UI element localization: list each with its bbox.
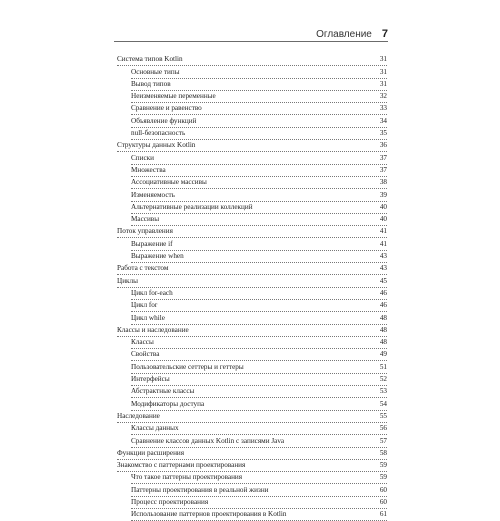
- toc-entry-title: Классы: [131, 338, 154, 347]
- toc-entry-title: Цикл while: [131, 313, 165, 322]
- toc-entry-page: 37: [379, 165, 387, 174]
- toc-subsection-entry: [131, 79, 387, 91]
- toc-subsection-entry: [131, 300, 387, 312]
- toc-entry-title: Списки: [131, 153, 155, 162]
- toc-entry-title: Выражение if: [131, 239, 173, 248]
- toc-entry-title: Вывод типов: [131, 79, 171, 88]
- toc-section-entry: [117, 140, 387, 152]
- toc-entry-page: 32: [379, 92, 387, 101]
- toc-entry-page: 33: [379, 104, 387, 113]
- toc-entry-page: 48: [379, 325, 387, 334]
- toc-entry-title: Классы данных: [131, 424, 179, 433]
- toc-section-entry: [117, 54, 387, 66]
- toc-entry-page: 43: [379, 264, 387, 273]
- toc-entry-page: 51: [379, 362, 387, 371]
- toc-subsection-entry: [131, 189, 387, 201]
- toc-entry-page: 60: [379, 485, 387, 494]
- toc-entry-title: Паттерны проектирования в реальной жизни: [131, 485, 269, 494]
- toc-subsection-entry: [131, 337, 387, 349]
- toc-entry-title: null-безопасность: [131, 129, 186, 138]
- toc-subsection-entry: [131, 361, 387, 373]
- toc-entry-title: Объявление функций: [131, 116, 197, 125]
- toc-subsection-entry: [131, 509, 387, 521]
- toc-entry-title: Изменяемость: [131, 190, 175, 199]
- toc-entry-title: Процесс проектирования: [131, 497, 209, 506]
- toc-subsection-entry: [131, 435, 387, 447]
- toc-entry-title: Цикл for-each: [131, 288, 173, 297]
- toc-entry-page: 34: [379, 116, 387, 125]
- toc-subsection-entry: [131, 152, 387, 164]
- toc-subsection-entry: [131, 349, 387, 361]
- toc-subsection-entry: [131, 398, 387, 410]
- toc-subsection-entry: [131, 238, 387, 250]
- toc-entry-page: 56: [379, 424, 387, 433]
- page-number: 7: [381, 28, 388, 40]
- toc-entry-page: 57: [379, 436, 387, 445]
- toc-entry-page: 48: [379, 313, 387, 322]
- toc-section-entry: [117, 448, 387, 460]
- toc-entry-title: Неизменяемые переменные: [131, 92, 216, 101]
- toc-section-entry: [117, 263, 387, 275]
- toc-entry-title: Цикл for: [131, 301, 158, 310]
- toc-entry-title: Массивы: [131, 215, 160, 224]
- toc-subsection-entry: [131, 497, 387, 509]
- toc-subsection-entry: [131, 423, 387, 435]
- toc-section-entry: [117, 411, 387, 423]
- toc-subsection-entry: [131, 128, 387, 140]
- toc-entry-title: Циклы: [117, 276, 138, 285]
- toc-entry-page: 61: [379, 510, 387, 519]
- toc-entry-title: Основные типы: [131, 67, 180, 76]
- toc-section-entry: [117, 226, 387, 238]
- toc-subsection-entry: [131, 177, 387, 189]
- toc-entry-page: 39: [379, 190, 387, 199]
- toc-entry-title: Использование паттернов проектирования в Kotlin: [131, 510, 287, 519]
- running-head: [316, 28, 388, 40]
- toc-entry-title: Работа с текстом: [117, 264, 169, 273]
- toc-entry-page: 38: [379, 178, 387, 187]
- toc-entry-title: Множества: [131, 165, 166, 174]
- toc-entry-title: Поток управления: [117, 227, 173, 236]
- running-head-title: Оглавление: [316, 29, 372, 40]
- toc-subsection-entry: [131, 91, 387, 103]
- toc-subsection-entry: [131, 374, 387, 386]
- toc-subsection-entry: [131, 165, 387, 177]
- toc-section-entry: [117, 275, 387, 287]
- toc-subsection-entry: [131, 386, 387, 398]
- toc-entry-page: 31: [379, 79, 387, 88]
- toc-entry-title: Альтернативные реализации коллекций: [131, 202, 253, 211]
- toc-entry-title: Интерфейсы: [131, 375, 170, 384]
- header-rule: [114, 41, 388, 42]
- toc-entry-page: 52: [379, 375, 387, 384]
- table-of-contents: [117, 54, 387, 521]
- toc-subsection-entry: [131, 202, 387, 214]
- toc-entry-page: 48: [379, 338, 387, 347]
- toc-entry-page: 40: [379, 215, 387, 224]
- toc-entry-title: Знакомство с паттернами проектирования: [117, 461, 246, 470]
- toc-entry-page: 46: [379, 301, 387, 310]
- toc-entry-page: 46: [379, 288, 387, 297]
- toc-entry-page: 60: [379, 497, 387, 506]
- toc-entry-title: Ассоциативные массивы: [131, 178, 207, 187]
- toc-entry-title: Сравнение классов данных Kotlin с записями Java: [131, 436, 285, 445]
- toc-entry-page: 54: [379, 399, 387, 408]
- toc-entry-title: Абстрактные классы: [131, 387, 195, 396]
- toc-subsection-entry: [131, 103, 387, 115]
- toc-entry-page: 55: [379, 411, 387, 420]
- toc-subsection-entry: [131, 288, 387, 300]
- toc-entry-page: 53: [379, 387, 387, 396]
- toc-entry-title: Наследование: [117, 411, 160, 420]
- toc-entry-page: 36: [379, 141, 387, 150]
- toc-entry-page: 31: [379, 55, 387, 64]
- toc-subsection-entry: [131, 115, 387, 127]
- toc-entry-page: 58: [379, 448, 387, 457]
- toc-entry-page: 43: [379, 252, 387, 261]
- toc-entry-title: Сравнение и равенство: [131, 104, 202, 113]
- toc-subsection-entry: [131, 66, 387, 78]
- toc-entry-page: 41: [379, 227, 387, 236]
- toc-section-entry: [117, 325, 387, 337]
- toc-entry-page: 35: [379, 129, 387, 138]
- toc-entry-page: 31: [379, 67, 387, 76]
- toc-entry-title: Функции расширения: [117, 448, 185, 457]
- toc-entry-page: 59: [379, 473, 387, 482]
- toc-entry-title: Свойства: [131, 350, 160, 359]
- toc-entry-page: 37: [379, 153, 387, 162]
- toc-entry-title: Модификаторы доступа: [131, 399, 205, 408]
- toc-entry-page: 41: [379, 239, 387, 248]
- toc-subsection-entry: [131, 251, 387, 263]
- toc-entry-title: Что такое паттерны проектирования: [131, 473, 243, 482]
- toc-entry-page: 49: [379, 350, 387, 359]
- toc-entry-page: 59: [379, 461, 387, 470]
- toc-subsection-entry: [131, 214, 387, 226]
- toc-entry-title: Классы и наследование: [117, 325, 189, 334]
- toc-entry-title: Система типов Kotlin: [117, 55, 183, 64]
- toc-subsection-entry: [131, 472, 387, 484]
- toc-entry-page: 45: [379, 276, 387, 285]
- toc-subsection-entry: [131, 312, 387, 324]
- toc-entry-page: 40: [379, 202, 387, 211]
- toc-section-entry: [117, 460, 387, 472]
- toc-entry-title: Пользовательские сеттеры и геттеры: [131, 362, 244, 371]
- toc-entry-title: Структуры данных Kotlin: [117, 141, 196, 150]
- toc-subsection-entry: [131, 484, 387, 496]
- toc-entry-title: Выражение when: [131, 252, 184, 261]
